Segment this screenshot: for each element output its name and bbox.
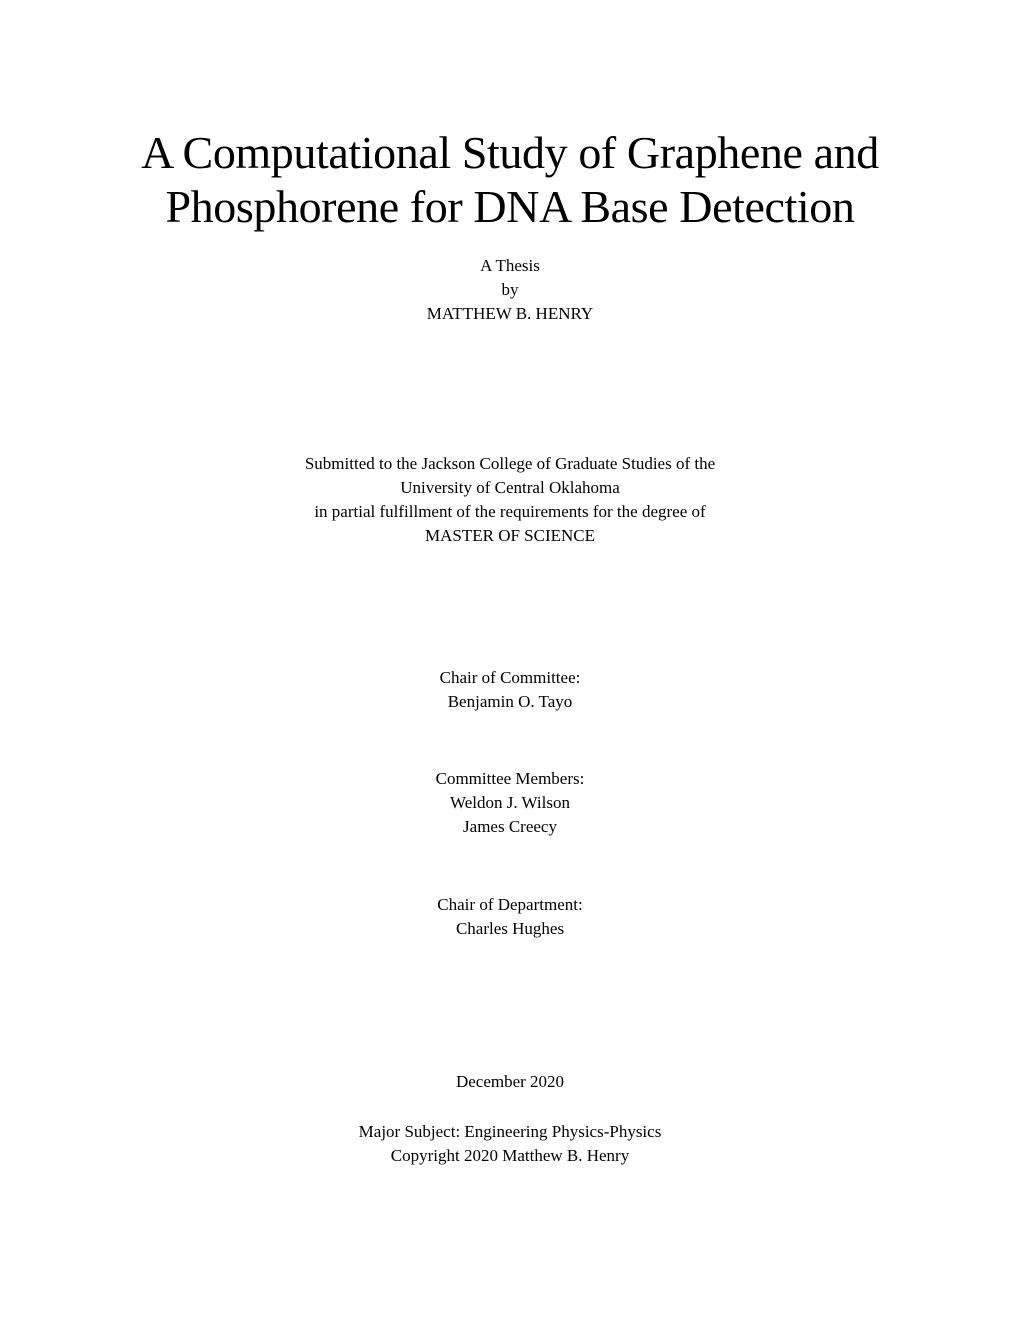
committee-member-name: James Creecy <box>463 817 557 836</box>
submission-date: December 2020 <box>455 1072 565 1091</box>
submission-line-2: University of Central Oklahoma <box>400 478 620 497</box>
major-subject: Major Subject: Engineering Physics-Physics <box>358 1122 662 1141</box>
degree-name: MASTER OF SCIENCE <box>424 526 596 545</box>
thesis-title <box>0 126 1020 234</box>
committee-chair-section <box>0 666 1020 714</box>
committee-members-label: Committee Members: <box>435 769 585 788</box>
submission-line-1: Submitted to the Jackson College of Graduate Studies of the <box>304 454 716 473</box>
department-chair-section <box>0 893 1020 941</box>
department-chair-name: Charles Hughes <box>455 919 565 938</box>
thesis-byline <box>0 254 1020 326</box>
submission-statement <box>0 452 1020 548</box>
copyright-notice: Copyright 2020 Matthew B. Henry <box>390 1146 630 1165</box>
submission-line-3: in partial fulfillment of the requirements for the degree of <box>314 502 706 521</box>
subject-and-copyright <box>0 1120 1020 1168</box>
document-type: A Thesis <box>480 256 540 275</box>
title-line-1: A Computational Study of Graphene and <box>141 127 879 178</box>
author-name: MATTHEW B. HENRY <box>426 304 594 323</box>
by-text: by <box>501 280 519 299</box>
committee-members-section <box>0 767 1020 839</box>
committee-member-name: Weldon J. Wilson <box>450 793 570 812</box>
committee-chair-name: Benjamin O. Tayo <box>447 692 573 711</box>
title-line-2: Phosphorene for DNA Base Detection <box>165 181 855 232</box>
department-chair-label: Chair of Department: <box>437 895 583 914</box>
committee-chair-label: Chair of Committee: <box>439 668 581 687</box>
